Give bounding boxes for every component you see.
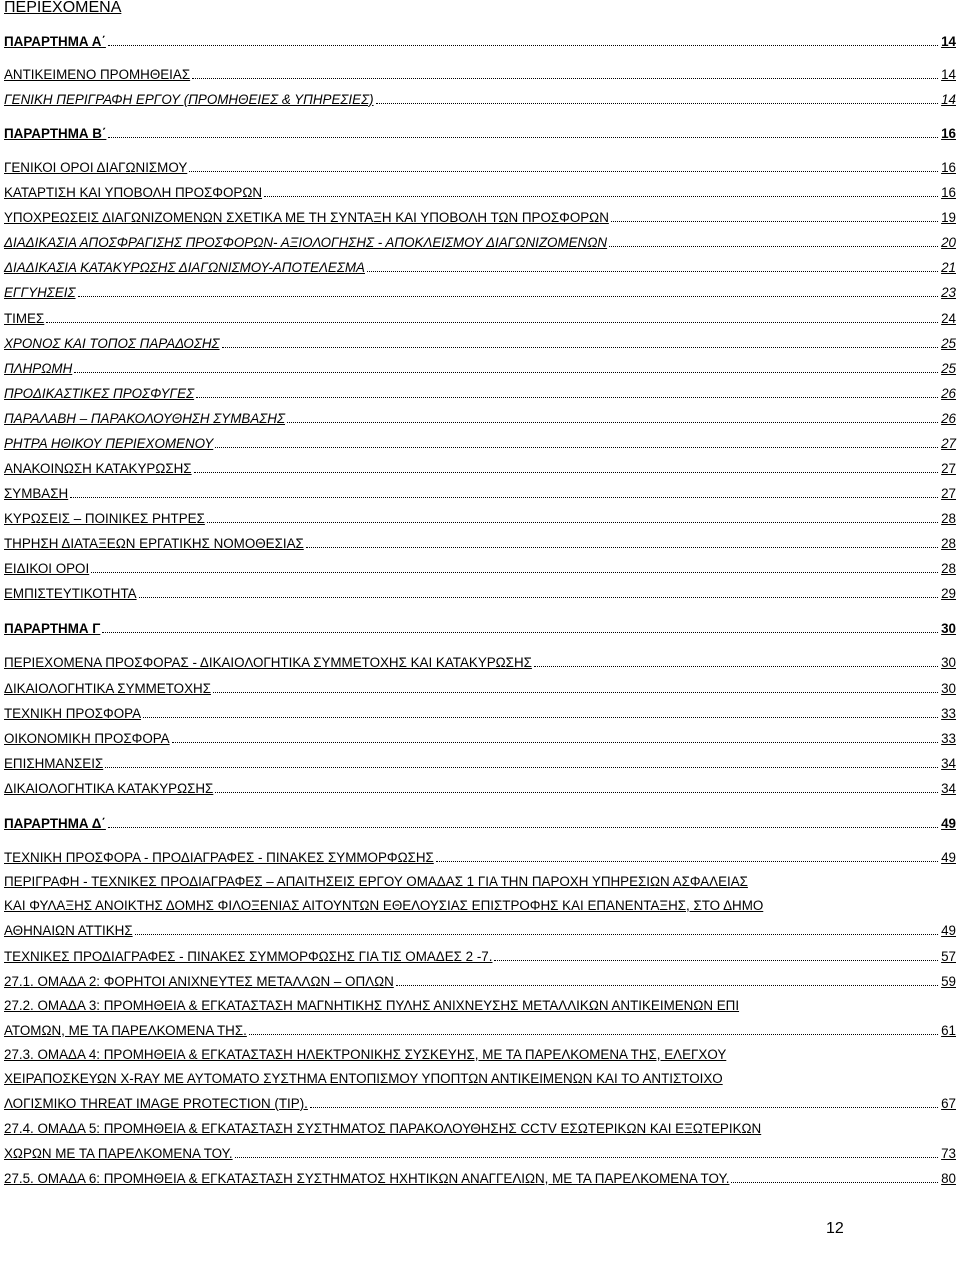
toc-entry-text: ΑΘΗΝΑΙΩΝ ΑΤΤΙΚΗΣ — [4, 922, 133, 938]
dot-leader — [192, 78, 938, 79]
toc-entry[interactable] — [4, 33, 956, 49]
toc-entry-text: ΕΠΙΣΗΜΑΝΣΕΙΣ — [4, 755, 104, 771]
dot-leader — [287, 422, 938, 423]
toc-entry[interactable] — [4, 560, 956, 576]
toc-entry-text: ΤΗΡΗΣΗ ΔΙΑΤΑΞΕΩΝ ΕΡΓΑΤΙΚΗΣ ΝΟΜΟΘΕΣΙΑΣ — [4, 535, 304, 551]
toc-entry[interactable] — [4, 1170, 956, 1186]
dot-leader — [102, 632, 938, 633]
dot-leader — [172, 742, 938, 743]
toc-page-number: 25 — [941, 335, 956, 351]
toc-entry[interactable] — [4, 209, 956, 225]
toc-entry[interactable] — [4, 284, 956, 300]
toc-page-number: 14 — [941, 91, 956, 107]
toc-entry-continuation[interactable] — [4, 1043, 956, 1067]
dot-leader — [105, 767, 938, 768]
dot-leader — [78, 296, 938, 297]
toc-entry[interactable] — [4, 385, 956, 401]
toc-page-number: 26 — [941, 410, 956, 426]
toc-page-number: 26 — [941, 385, 956, 401]
toc-page-number: 27 — [941, 485, 956, 501]
toc-entry[interactable] — [4, 1095, 956, 1111]
toc-page-number: 80 — [941, 1170, 956, 1186]
toc-page-number: 20 — [941, 234, 956, 250]
dot-leader — [534, 666, 938, 667]
dot-leader — [194, 472, 938, 473]
toc-entry[interactable] — [4, 335, 956, 351]
toc-entry[interactable] — [4, 849, 956, 865]
dot-leader — [213, 692, 938, 693]
toc-entry[interactable] — [4, 973, 956, 989]
toc-title[interactable]: ΠΕΡΙΕΧΟΜΕΝΑ — [4, 0, 122, 16]
toc-page-number: 49 — [941, 922, 956, 938]
dot-leader — [611, 221, 938, 222]
dot-leader — [215, 447, 938, 448]
toc-entry[interactable] — [4, 259, 956, 275]
dot-leader — [108, 827, 938, 828]
toc-entry-text: ΠΑΡΑΡΤΗΜΑ Β΄ — [4, 125, 107, 141]
toc-entry-text: ΥΠΟΧΡΕΩΣΕΙΣ ΔΙΑΓΩΝΙΖΟΜΕΝΩΝ ΣΧΕΤΙΚΑ ΜΕ ΤΗ ΣΥΝΤΑΞΗ ΚΑΙ ΥΠΟΒΟΛΗ ΤΩΝ ΠΡΟΣΦΟΡΩΝ — [4, 209, 609, 225]
toc-entry-text: ΠΑΡΑΛΑΒΗ – ΠΑΡΑΚΟΛΟΥΘΗΣΗ ΣΥΜΒΑΣΗΣ — [4, 410, 285, 426]
toc-page-number: 67 — [941, 1095, 956, 1111]
toc-entry[interactable] — [4, 755, 956, 771]
dot-leader — [46, 322, 938, 323]
toc-entry-text: ΚΥΡΩΣΕΙΣ – ΠΟΙΝΙΚΕΣ ΡΗΤΡΕΣ — [4, 510, 205, 526]
toc-entry[interactable] — [4, 310, 956, 326]
dot-leader — [249, 1034, 938, 1035]
dot-leader — [74, 372, 938, 373]
toc-entry[interactable] — [4, 535, 956, 551]
toc-entry-text: ΕΙΔΙΚΟΙ ΟΡΟΙ — [4, 560, 90, 576]
toc-entry[interactable] — [4, 815, 956, 831]
toc-page-number: 23 — [941, 284, 956, 300]
toc-entry-text: ΤΙΜΕΣ — [4, 310, 45, 326]
toc-page-number: 14 — [941, 66, 956, 82]
toc-entry[interactable] — [4, 780, 956, 796]
dot-leader — [376, 103, 938, 104]
dot-leader — [731, 1182, 938, 1183]
toc-entry-text: ΕΜΠΙΣΤΕΥΤΙΚΟΤΗΤΑ — [4, 585, 137, 601]
toc-page-number: 28 — [941, 510, 956, 526]
dot-leader — [70, 497, 938, 498]
dot-leader — [207, 522, 938, 523]
toc-entry-text: ΓΕΝΙΚΗ ΠΕΡΙΓΡΑΦΗ ΕΡΓΟΥ (ΠΡΟΜΗΘΕΙΕΣ & ΥΠΗΡΕΣΙΕΣ) — [4, 91, 374, 107]
toc-entry-text: ΠΑΡΑΡΤΗΜΑ Α΄ — [4, 33, 106, 49]
toc-entry[interactable] — [4, 730, 956, 746]
page-number: 12 — [826, 1220, 844, 1237]
toc-page-number: 16 — [941, 159, 956, 175]
toc-entry[interactable] — [4, 680, 956, 696]
toc-entry-text: ΤΕΧΝΙΚΗ ΠΡΟΣΦΟΡΑ — [4, 705, 142, 721]
toc-entry-continuation[interactable] — [4, 1117, 956, 1141]
toc-entry-text: ΠΛΗΡΩΜΗ — [4, 360, 73, 376]
toc-entry[interactable] — [4, 620, 956, 636]
toc-entry[interactable] — [4, 66, 956, 82]
dot-leader — [609, 246, 938, 247]
toc-entry-text: ΚΑΙ ΦΥΛΑΞΗΣ ΑΝΟΙΚΤΗΣ ΔΟΜΗΣ ΦΙΛΟΞΕΝΙΑΣ ΑΙΤΟΥΝΤΩΝ ΕΘΕΛΟΥΣΙΑΣ ΕΠΙΣΤΡΟΦΗΣ ΚΑΙ ΕΠΑΝΕΝΤΑΞΗΣ, ΣΤΟ ΔΗΜΟ — [4, 898, 764, 913]
dot-leader — [235, 1157, 938, 1158]
toc-page-number: 14 — [941, 33, 956, 49]
toc-entry-text: ΤΕΧΝΙΚΗ ΠΡΟΣΦΟΡΑ - ΠΡΟΔΙΑΓΡΑΦΕΣ - ΠΙΝΑΚΕΣ ΣΥΜΜΟΡΦΩΣΗΣ — [4, 849, 434, 865]
dot-leader — [367, 271, 938, 272]
toc-page-number: 34 — [941, 755, 956, 771]
dot-leader — [310, 1107, 938, 1108]
toc-entry-text: ΠΑΡΑΡΤΗΜΑ Δ΄ — [4, 815, 106, 831]
toc-page-number: 16 — [941, 184, 956, 200]
toc-entry-text: 27.3. ΟΜΑΔΑ 4: ΠΡΟΜΗΘΕΙΑ & ΕΓΚΑΤΑΣΤΑΣΗ ΗΛΕΚΤΡΟΝΙΚΗΣ ΣΥΣΚΕΥΗΣ, ΜΕ ΤΑ ΠΑΡΕΛΚΟΜΕΝΑ ΤΗΣ, ΕΛΕΓΧΟΥ — [4, 1047, 727, 1062]
toc-entry[interactable] — [4, 410, 956, 426]
toc-entry-continuation[interactable] — [4, 1067, 956, 1091]
toc-page-number: 30 — [941, 654, 956, 670]
toc-page-number: 49 — [941, 849, 956, 865]
toc-page-number: 49 — [941, 815, 956, 831]
dot-leader — [108, 137, 938, 138]
dot-leader — [396, 985, 938, 986]
toc-entry[interactable] — [4, 705, 956, 721]
toc-entry-text: ΚΑΤΑΡΤΙΣΗ ΚΑΙ ΥΠΟΒΟΛΗ ΠΡΟΣΦΟΡΩΝ — [4, 184, 263, 200]
toc-entry-text: ΠΕΡΙΕΧΟΜΕΝΑ ΠΡΟΣΦΟΡΑΣ - ΔΙΚΑΙΟΛΟΓΗΤΙΚΑ ΣΥΜΜΕΤΟΧΗΣ ΚΑΙ ΚΑΤΑΚΥΡΩΣΗΣ — [4, 654, 532, 670]
toc-entry[interactable] — [4, 159, 956, 175]
toc-page-number: 33 — [941, 730, 956, 746]
toc-page-number: 28 — [941, 535, 956, 551]
dot-leader — [135, 934, 938, 935]
toc-entry-text: ΑΤΟΜΩΝ, ΜΕ ΤΑ ΠΑΡΕΛΚΟΜΕΝΑ ΤΗΣ. — [4, 1022, 247, 1038]
toc-entry[interactable] — [4, 460, 956, 476]
toc-entry[interactable] — [4, 234, 956, 250]
toc-entry-continuation[interactable] — [4, 870, 956, 894]
toc-entry-text: ΟΙΚΟΝΟΜΙΚΗ ΠΡΟΣΦΟΡΑ — [4, 730, 170, 746]
toc-entry-text: ΠΑΡΑΡΤΗΜΑ Γ — [4, 620, 101, 636]
dot-leader — [494, 960, 938, 961]
toc-entry-text: ΣΥΜΒΑΣΗ — [4, 485, 69, 501]
toc-entry-text: ΠΕΡΙΓΡΑΦΗ - ΤΕΧΝΙΚΕΣ ΠΡΟΔΙΑΓΡΑΦΕΣ – ΑΠΑΙΤΗΣΕΙΣ ΕΡΓΟΥ ΟΜΑΔΑΣ 1 ΓΙΑ ΤΗΝ ΠΑΡΟΧΗ ΥΠΗΡΕΣΙΩΝ ΑΣΦΑΛΕΙΑΣ — [4, 874, 748, 889]
dot-leader — [139, 597, 938, 598]
toc-entry-text: ΔΙΚΑΙΟΛΟΓΗΤΙΚΑ ΚΑΤΑΚΥΡΩΣΗΣ — [4, 780, 214, 796]
dot-leader — [196, 397, 938, 398]
toc-entry[interactable] — [4, 585, 956, 601]
toc-page-number: 21 — [941, 259, 956, 275]
toc-entry[interactable] — [4, 360, 956, 376]
dot-leader — [436, 861, 938, 862]
dot-leader — [222, 347, 938, 348]
toc-entry-text: ΛΟΓΙΣΜΙΚΟ THREAT IMAGE PROTECTION (TIP). — [4, 1095, 308, 1111]
toc-entry-text: 27.2. ΟΜΑΔΑ 3: ΠΡΟΜΗΘΕΙΑ & ΕΓΚΑΤΑΣΤΑΣΗ ΜΑΓΝΗΤΙΚΗΣ ΠΥΛΗΣ ΑΝΙΧΝΕΥΣΗΣ ΜΕΤΑΛΛΙΚΩΝ ΑΝΤΙΚΕΙΜΕΝΩΝ ΕΠΙ — [4, 998, 740, 1013]
toc-entry-text: ΓΕΝΙΚΟΙ ΟΡΟΙ ΔΙΑΓΩΝΙΣΜΟΥ — [4, 159, 188, 175]
toc-entry-text: ΑΝΤΙΚΕΙΜΕΝΟ ΠΡΟΜΗΘΕΙΑΣ — [4, 66, 191, 82]
toc-entry[interactable] — [4, 184, 956, 200]
toc-page-number: 30 — [941, 680, 956, 696]
toc-page-number: 59 — [941, 973, 956, 989]
toc-entry-text: ΡΗΤΡΑ ΗΘΙΚΟΥ ΠΕΡΙΕΧΟΜΕΝΟΥ — [4, 435, 214, 451]
dot-leader — [264, 196, 938, 197]
toc-entry[interactable] — [4, 1022, 956, 1038]
toc-entry-text: ΧΩΡΩΝ ΜΕ ΤΑ ΠΑΡΕΛΚΟΜΕΝΑ ΤΟΥ. — [4, 1145, 233, 1161]
toc-page-number: 27 — [941, 435, 956, 451]
toc-entry-text: 27.5. ΟΜΑΔΑ 6: ΠΡΟΜΗΘΕΙΑ & ΕΓΚΑΤΑΣΤΑΣΗ ΣΥΣΤΗΜΑΤΟΣ ΗΧΗΤΙΚΩΝ ΑΝΑΓΓΕΛΙΩΝ, ΜΕ ΤΑ ΠΑΡΕΛΚΟΜΕΝΑ ΤΟΥ. — [4, 1170, 730, 1186]
dot-leader — [108, 45, 938, 46]
toc-entry[interactable] — [4, 91, 956, 107]
toc-page-number: 25 — [941, 360, 956, 376]
toc-entry-text: ΔΙΑΔΙΚΑΣΙΑ ΚΑΤΑΚΥΡΩΣΗΣ ΔΙΑΓΩΝΙΣΜΟΥ-ΑΠΟΤΕΛΕΣΜΑ — [4, 259, 365, 275]
toc-entry[interactable] — [4, 948, 956, 964]
toc-page-number: 28 — [941, 560, 956, 576]
toc-page-number: 19 — [941, 209, 956, 225]
toc-entry-text: ΧΡΟΝΟΣ ΚΑΙ ΤΟΠΟΣ ΠΑΡΑΔΟΣΗΣ — [4, 335, 220, 351]
toc-entry[interactable] — [4, 922, 956, 938]
toc-page-number: 33 — [941, 705, 956, 721]
dot-leader — [215, 792, 938, 793]
toc-entry-text: 27.1. ΟΜΑΔΑ 2: ΦΟΡΗΤΟΙ ΑΝΙΧΝΕΥΤΕΣ ΜΕΤΑΛΛΩΝ – ΟΠΛΩΝ — [4, 973, 394, 989]
toc-entry[interactable] — [4, 485, 956, 501]
toc-page-number: 16 — [941, 125, 956, 141]
toc-entry-text: ΔΙΚΑΙΟΛΟΓΗΤΙΚΑ ΣΥΜΜΕΤΟΧΗΣ — [4, 680, 211, 696]
toc-entry-text: ΧΕΙΡΑΠΟΣΚΕΥΩΝ X-RAY ΜΕ ΑΥΤΟΜΑΤΟ ΣΥΣΤΗΜΑ ΕΝΤΟΠΙΣΜΟΥ ΥΠΟΠΤΩΝ ΑΝΤΙΚΕΙΜΕΝΩΝ ΚΑΙ ΤΟ ΑΝΤΙΣΤΟΙΧΟ — [4, 1071, 723, 1086]
toc-page-number: 30 — [941, 620, 956, 636]
dot-leader — [189, 171, 938, 172]
toc-entry[interactable] — [4, 435, 956, 451]
toc-page-number: 24 — [941, 310, 956, 326]
toc-entry-text: ΕΓΓΥΗΣΕΙΣ — [4, 284, 76, 300]
toc-entry-continuation[interactable] — [4, 994, 956, 1018]
toc-entry-text: ΑΝΑΚΟΙΝΩΣΗ ΚΑΤΑΚΥΡΩΣΗΣ — [4, 460, 192, 476]
toc-page-number: 61 — [941, 1022, 956, 1038]
dot-leader — [143, 717, 938, 718]
toc-page-number: 34 — [941, 780, 956, 796]
toc-entry[interactable] — [4, 654, 956, 670]
toc-entry-text: ΠΡΟΔΙΚΑΣΤΙΚΕΣ ΠΡΟΣΦΥΓΕΣ — [4, 385, 195, 401]
toc-entry[interactable] — [4, 125, 956, 141]
toc-entry-continuation[interactable] — [4, 894, 956, 918]
toc-page-number: 73 — [941, 1145, 956, 1161]
toc-page-number: 57 — [941, 948, 956, 964]
toc-entry-text: ΤΕΧΝΙΚΕΣ ΠΡΟΔΙΑΓΡΑΦΕΣ - ΠΙΝΑΚΕΣ ΣΥΜΜΟΡΦΩΣΗΣ ΓΙΑ ΤΙΣ ΟΜΑΔΕΣ 2 -7. — [4, 948, 493, 964]
toc-entry-text: 27.4. ΟΜΑΔΑ 5: ΠΡΟΜΗΘΕΙΑ & ΕΓΚΑΤΑΣΤΑΣΗ ΣΥΣΤΗΜΑΤΟΣ ΠΑΡΑΚΟΛΟΥΘΗΣΗΣ CCTV ΕΣΩΤΕΡΙΚΩΝ ΚΑΙ ΕΞΩΤΕΡΙΚΩΝ — [4, 1121, 762, 1136]
toc-entry[interactable] — [4, 1145, 956, 1161]
dot-leader — [91, 572, 938, 573]
toc-entry[interactable] — [4, 510, 956, 526]
toc-page-number: 27 — [941, 460, 956, 476]
toc-entry-text: ΔΙΑΔΙΚΑΣΙΑ ΑΠΟΣΦΡΑΓΙΣΗΣ ΠΡΟΣΦΟΡΩΝ- ΑΞΙΟΛΟΓΗΣΗΣ - ΑΠΟΚΛΕΙΣΜΟΥ ΔΙΑΓΩΝΙΖΟΜΕΝΩΝ — [4, 234, 608, 250]
toc-page-number: 29 — [941, 585, 956, 601]
dot-leader — [306, 547, 938, 548]
